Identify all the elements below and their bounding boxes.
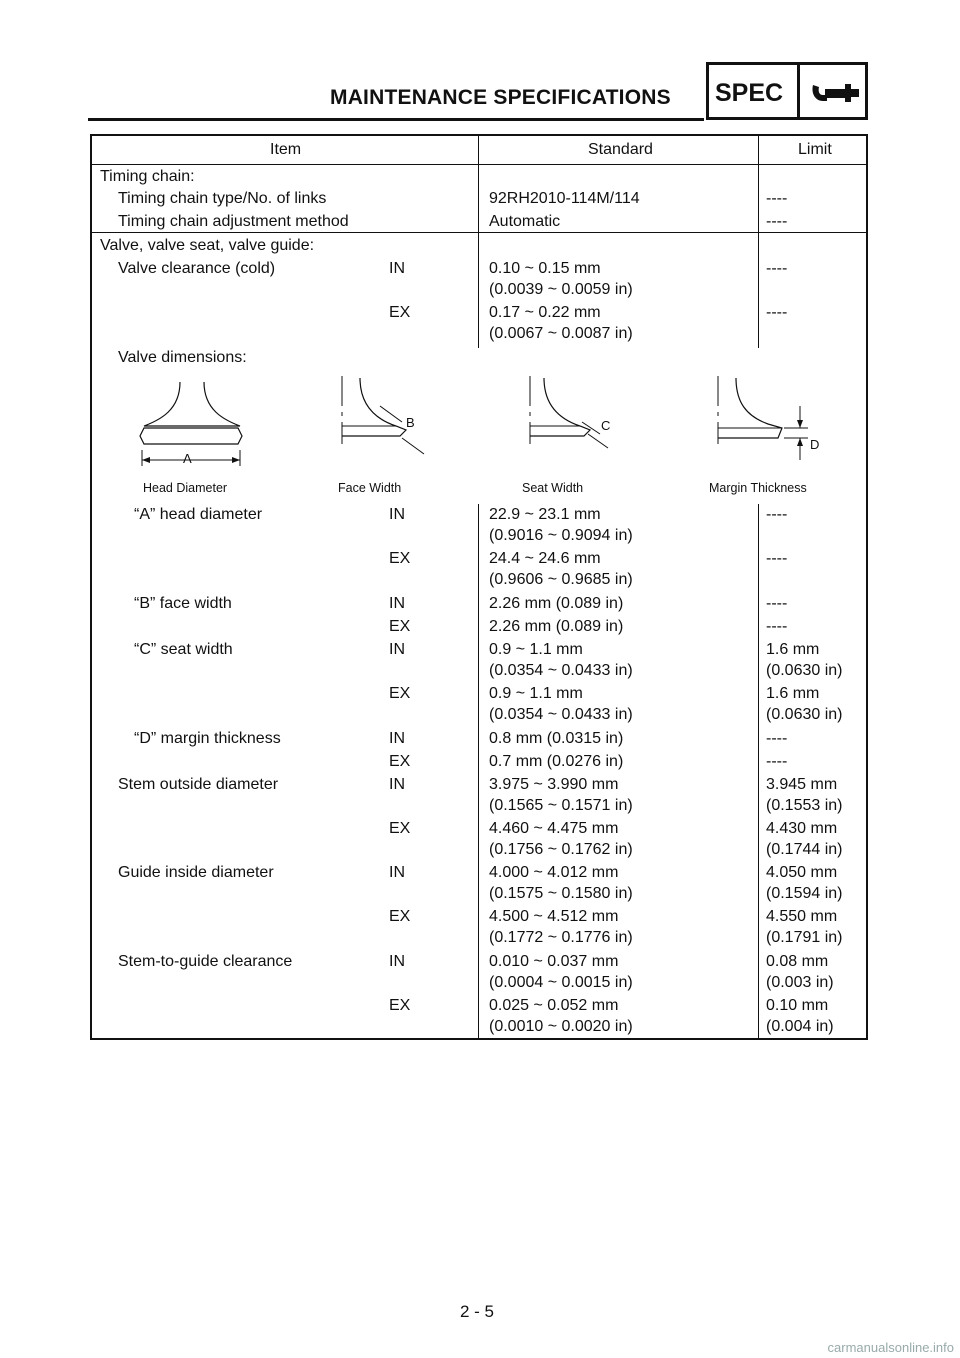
standard-value: 3.975 ~ 3.990 mm (489, 776, 619, 793)
standard-value: 0.9 ~ 1.1 mm (489, 641, 583, 658)
limit-value-in: (0.0630 in) (766, 706, 843, 723)
limit-value: 4.430 mm (766, 820, 838, 837)
limit-value: 4.050 mm (766, 864, 838, 881)
standard-value-in: (0.1575 ~ 0.1580 in) (489, 885, 633, 902)
margin-thickness-diagram (712, 372, 812, 462)
row-label: “A” head diameter (134, 506, 263, 523)
watermark: carmanualsonline.info (827, 1340, 954, 1355)
row-label: Timing chain: (100, 168, 195, 185)
standard-value-in: (0.0354 ~ 0.0433 in) (489, 662, 633, 679)
row-label: Stem outside diameter (118, 776, 279, 793)
col-limit: Limit (798, 141, 832, 158)
limit-value: ---- (766, 550, 788, 567)
side-label: EX (389, 908, 411, 925)
face-width-diagram (336, 372, 436, 462)
col-divider (758, 136, 759, 164)
diagram-label-c: C (601, 418, 611, 433)
diagram-label-a: A (183, 451, 192, 466)
standard-value: 92RH2010-114M/114 (489, 190, 640, 207)
page-title: MAINTENANCE SPECIFICATIONS (330, 86, 671, 109)
standard-value-in: (0.0004 ~ 0.0015 in) (489, 974, 633, 991)
limit-value: ---- (766, 618, 788, 635)
limit-value: 0.10 mm (766, 997, 829, 1014)
standard-value: 2.26 mm (0.089 in) (489, 595, 624, 612)
spec-badge (706, 62, 868, 120)
standard-value-in: (0.0067 ~ 0.0087 in) (489, 325, 633, 342)
limit-value-in: (0.1744 in) (766, 841, 843, 858)
side-label: EX (389, 550, 411, 567)
row-label: Valve, valve seat, valve guide: (100, 237, 315, 254)
page-number: 2 - 5 (460, 1302, 495, 1321)
standard-value: 4.460 ~ 4.475 mm (489, 820, 619, 837)
standard-value: 24.4 ~ 24.6 mm (489, 550, 601, 567)
col-divider (478, 136, 479, 164)
limit-value: ---- (766, 260, 788, 277)
limit-value: ---- (766, 304, 788, 321)
row-divider (92, 232, 868, 233)
standard-value-in: (0.9606 ~ 0.9685 in) (489, 571, 633, 588)
side-label: EX (389, 820, 411, 837)
limit-value: 1.6 mm (766, 685, 820, 702)
col-item: Item (270, 141, 302, 158)
standard-value: 0.010 ~ 0.037 mm (489, 953, 619, 970)
caption-margin-thickness: Margin Thickness (709, 481, 807, 495)
row-label: Guide inside diameter (118, 864, 274, 881)
standard-value: 4.000 ~ 4.012 mm (489, 864, 619, 881)
header-rule (88, 118, 704, 121)
side-label: EX (389, 304, 411, 321)
standard-value: 22.9 ~ 23.1 mm (489, 506, 601, 523)
standard-value: 0.025 ~ 0.052 mm (489, 997, 619, 1014)
caption-seat-width: Seat Width (522, 481, 584, 495)
side-label: IN (389, 506, 405, 523)
row-label: “B” face width (134, 595, 232, 612)
standard-value: 0.17 ~ 0.22 mm (489, 304, 601, 321)
badge-divider (797, 65, 800, 117)
standard-value: 4.500 ~ 4.512 mm (489, 908, 619, 925)
diagram-label-d: D (810, 437, 820, 452)
side-label: IN (389, 595, 405, 612)
spec-label: SPEC (715, 79, 784, 107)
limit-value-in: (0.003 in) (766, 974, 834, 991)
wrench-icon (807, 75, 863, 109)
limit-value: ---- (766, 506, 788, 523)
row-label: Valve dimensions: (118, 349, 247, 366)
side-label: EX (389, 618, 411, 635)
side-label: IN (389, 641, 405, 658)
limit-value: ---- (766, 213, 788, 230)
side-label: EX (389, 753, 411, 770)
row-label: “D” margin thickness (134, 730, 281, 747)
row-label: “C” seat width (134, 641, 233, 658)
diagram-label-b: B (406, 415, 415, 430)
caption-face-width: Face Width (338, 481, 402, 495)
limit-value: 1.6 mm (766, 641, 820, 658)
standard-value-in: (0.9016 ~ 0.9094 in) (489, 527, 633, 544)
limit-value: 4.550 mm (766, 908, 838, 925)
row-label: Stem-to-guide clearance (118, 953, 293, 970)
standard-value-in: (0.1772 ~ 0.1776 in) (489, 929, 633, 946)
limit-value-in: (0.1594 in) (766, 885, 843, 902)
limit-value: ---- (766, 595, 788, 612)
standard-value-in: (0.0039 ~ 0.0059 in) (489, 281, 633, 298)
row-label: Valve clearance (cold) (118, 260, 276, 277)
limit-value: ---- (766, 730, 788, 747)
col-divider (758, 164, 759, 348)
standard-value: 2.26 mm (0.089 in) (489, 618, 624, 635)
limit-value-in: (0.1791 in) (766, 929, 843, 946)
col-divider (478, 164, 479, 348)
limit-value: ---- (766, 190, 788, 207)
caption-head-diameter: Head Diameter (143, 481, 228, 495)
col-standard: Standard (588, 141, 653, 158)
side-label: IN (389, 260, 405, 277)
standard-value: 0.9 ~ 1.1 mm (489, 685, 583, 702)
limit-value-in: (0.1553 in) (766, 797, 843, 814)
standard-value-in: (0.1565 ~ 0.1571 in) (489, 797, 633, 814)
standard-value-in: (0.0010 ~ 0.0020 in) (489, 1018, 633, 1035)
col-divider (478, 504, 479, 1040)
standard-value: 0.8 mm (0.0315 in) (489, 730, 624, 747)
limit-value: 3.945 mm (766, 776, 838, 793)
table-header (92, 136, 866, 165)
side-label: EX (389, 997, 411, 1014)
col-divider (758, 504, 759, 1040)
side-label: IN (389, 730, 405, 747)
limit-value-in: (0.0630 in) (766, 662, 843, 679)
standard-value: 0.10 ~ 0.15 mm (489, 260, 601, 277)
standard-value-in: (0.0354 ~ 0.0433 in) (489, 706, 633, 723)
side-label: EX (389, 685, 411, 702)
limit-value-in: (0.004 in) (766, 1018, 834, 1035)
standard-value: 0.7 mm (0.0276 in) (489, 753, 624, 770)
side-label: IN (389, 953, 405, 970)
row-label: Timing chain adjustment method (118, 213, 349, 230)
limit-value: 0.08 mm (766, 953, 829, 970)
standard-value-in: (0.1756 ~ 0.1762 in) (489, 841, 633, 858)
standard-value: Automatic (489, 213, 561, 230)
row-label: Timing chain type/No. of links (118, 190, 327, 207)
seat-width-diagram (524, 372, 624, 462)
side-label: IN (389, 864, 405, 881)
side-label: IN (389, 776, 405, 793)
limit-value: ---- (766, 753, 788, 770)
